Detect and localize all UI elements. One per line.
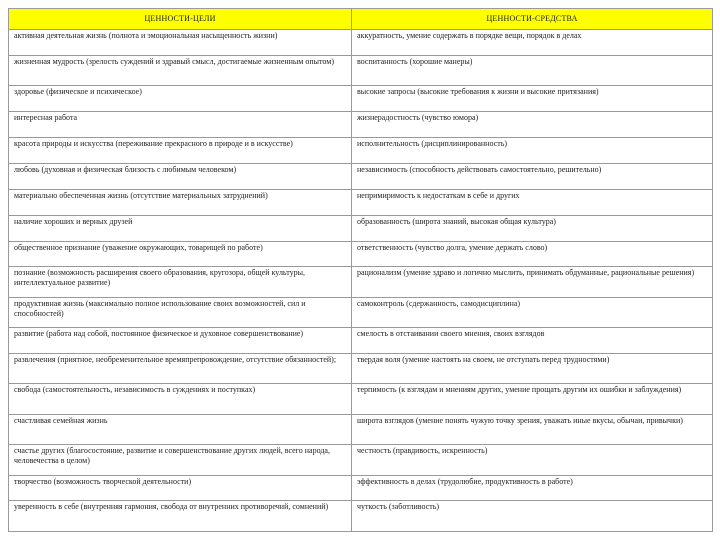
table-row — [9, 414, 713, 444]
table-row — [9, 241, 713, 267]
means-cell: самоконтроль (сдержанность, самодисциплина) — [352, 297, 713, 327]
means-cell: честность (правдивость, искренность) — [352, 445, 713, 475]
table-row — [9, 86, 713, 112]
goal-cell: творчество (возможность творческой деятельности) — [9, 475, 352, 501]
values-table — [8, 8, 713, 532]
table-row — [9, 112, 713, 138]
goal-cell: свобода (самостоятельность, независимость в суждениях и поступках) — [9, 384, 352, 414]
table-row — [9, 445, 713, 475]
means-cell: образованность (широта знаний, высокая общая культура) — [352, 215, 713, 241]
means-cell: воспитанность (хорошие манеры) — [352, 55, 713, 85]
means-cell: независимость (способность действовать самостоятельно, решительно) — [352, 163, 713, 189]
goal-cell: познание (возможность расширения своего образования, кругозора, общей культуры, интеллектуальное развитие) — [9, 267, 352, 297]
table-row — [9, 267, 713, 297]
goal-cell: наличие хороших и верных друзей — [9, 215, 352, 241]
goal-cell: любовь (духовная и физическая близость с любимым человеком) — [9, 163, 352, 189]
means-cell: рационализм (умение здраво и логично мыслить, принимать обдуманные, рациональные решения) — [352, 267, 713, 297]
goal-cell: счастливая семейная жизнь — [9, 414, 352, 444]
goal-cell: интересная работа — [9, 112, 352, 138]
table-row — [9, 501, 713, 532]
goal-cell: здоровье (физическое и психическое) — [9, 86, 352, 112]
means-cell: аккуратность, умение содержать в порядке вещи, порядок в делах — [352, 30, 713, 56]
table-row — [9, 384, 713, 414]
means-cell: смелость в отстаивании своего мнения, своих взглядов — [352, 328, 713, 354]
means-cell: чуткость (заботливость) — [352, 501, 713, 532]
means-cell: широта взглядов (умение понять чужую точку зрения, уважать иные вкусы, обычаи, привычки) — [352, 414, 713, 444]
table-row — [9, 354, 713, 384]
goal-cell: общественное признание (уважение окружающих, товарищей по работе) — [9, 241, 352, 267]
table-row — [9, 189, 713, 215]
table-row — [9, 55, 713, 85]
goal-cell: развлечения (приятное, необременительное времяпрепровождение, отсутствие обязанностей); — [9, 354, 352, 384]
means-cell: твердая воля (умение настоять на своем, не отступать перед трудностями) — [352, 354, 713, 384]
goal-cell: жизненная мудрость (зрелость суждений и здравый смысл, достигаемые жизненным опытом) — [9, 55, 352, 85]
means-cell: терпимость (к взглядам и мнениям других, умение прощать другим их ошибки и заблуждения) — [352, 384, 713, 414]
header-values-goals: ЦЕННОСТИ-ЦЕЛИ — [9, 9, 352, 30]
header-values-means: ЦЕННОСТИ-СРЕДСТВА — [352, 9, 713, 30]
goal-cell: счастье других (благосостояние, развитие и совершенствование других людей, всего народа, человечества в целом) — [9, 445, 352, 475]
means-cell: непримиримость к недостаткам в себе и других — [352, 189, 713, 215]
goal-cell: материально обеспеченная жизнь (отсутствие материальных затруднений) — [9, 189, 352, 215]
means-cell: высокие запросы (высокие требования к жизни и высокие притязания) — [352, 86, 713, 112]
goal-cell: развитие (работа над собой, постоянное физическое и духовное совершенствование) — [9, 328, 352, 354]
document-page — [8, 8, 712, 532]
table-row — [9, 138, 713, 164]
means-cell: эффективность в делах (трудолюбие, продуктивность в работе) — [352, 475, 713, 501]
table-row — [9, 215, 713, 241]
table-header-row — [9, 9, 713, 30]
means-cell: жизнерадостность (чувство юмора) — [352, 112, 713, 138]
table-row — [9, 328, 713, 354]
table-row — [9, 163, 713, 189]
means-cell: ответственность (чувство долга, умение держать слово) — [352, 241, 713, 267]
goal-cell: уверенность в себе (внутренняя гармония, свобода от внутренних противоречий, сомнений) — [9, 501, 352, 532]
table-row — [9, 30, 713, 56]
table-row — [9, 475, 713, 501]
means-cell: исполнительность (дисциплинированность) — [352, 138, 713, 164]
goal-cell: продуктивная жизнь (максимально полное использование своих возможностей, сил и способностей) — [9, 297, 352, 327]
table-row — [9, 297, 713, 327]
goal-cell: активная деятельная жизнь (полнота и эмоциональная насыщенность жизни) — [9, 30, 352, 56]
goal-cell: красота природы и искусства (переживание прекрасного в природе и в искусстве) — [9, 138, 352, 164]
